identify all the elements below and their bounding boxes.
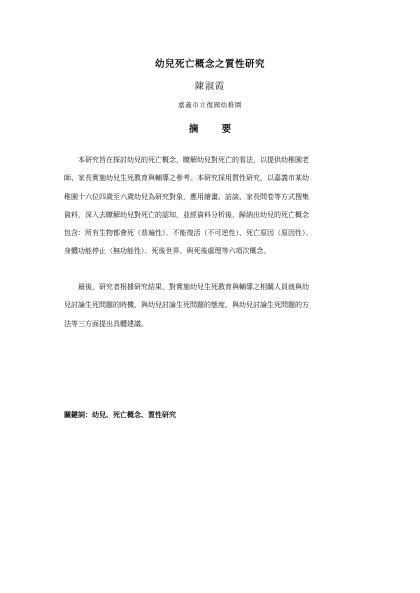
text-line: 身體功能停止（無功能性）、死後世界、與死後處理等六項次概念。 [64,247,271,256]
text-line: 法等三方面提出具體建議。 [64,319,148,328]
abstract-paragraph-1 [64,151,364,261]
text-line: 兒討論生死問題的時機、與幼兒討論生死問題的態度、與幼兒討論生死問題的方 [64,301,309,310]
text-line: 師、家長實施幼兒生死教育與輔導之參考。本研究採用質性研究，以嘉義市某幼 [64,174,309,183]
paper-title: 幼兒死亡概念之質性研究 [154,59,265,70]
text-line: 稚園十六位四歲至六歲幼兒為研究對象，應用繪畫、訪談、家長問卷等方式搜集 [64,192,309,201]
text-line: 包含：所有生物都會死（普遍性）、不能復活（不可逆性）、死亡原因（原因性）、 [64,229,313,238]
text-line: 本研究旨在探討幼兒的死亡概念，瞭解幼兒對死亡的看法，以提供幼稚園老 [64,156,309,164]
text-line: 資料，深入去瞭解幼兒對死亡的認知，並經資料分析後，歸納出幼兒的死亡概念 [64,210,309,219]
abstract-paragraph-2 [64,278,364,333]
text-line: 最後，研究者根據研究結果，對實施幼兒生死教育與輔導之相關人員就與幼 [64,283,309,291]
keywords-line: 關鍵詞：幼兒、死亡概念、質性研究 [64,411,176,419]
author-affiliation: 嘉義市立復國幼稚園 [178,101,242,109]
author-name: 陳淑霞 [194,82,225,92]
abstract-heading: 摘 要 [188,124,242,135]
